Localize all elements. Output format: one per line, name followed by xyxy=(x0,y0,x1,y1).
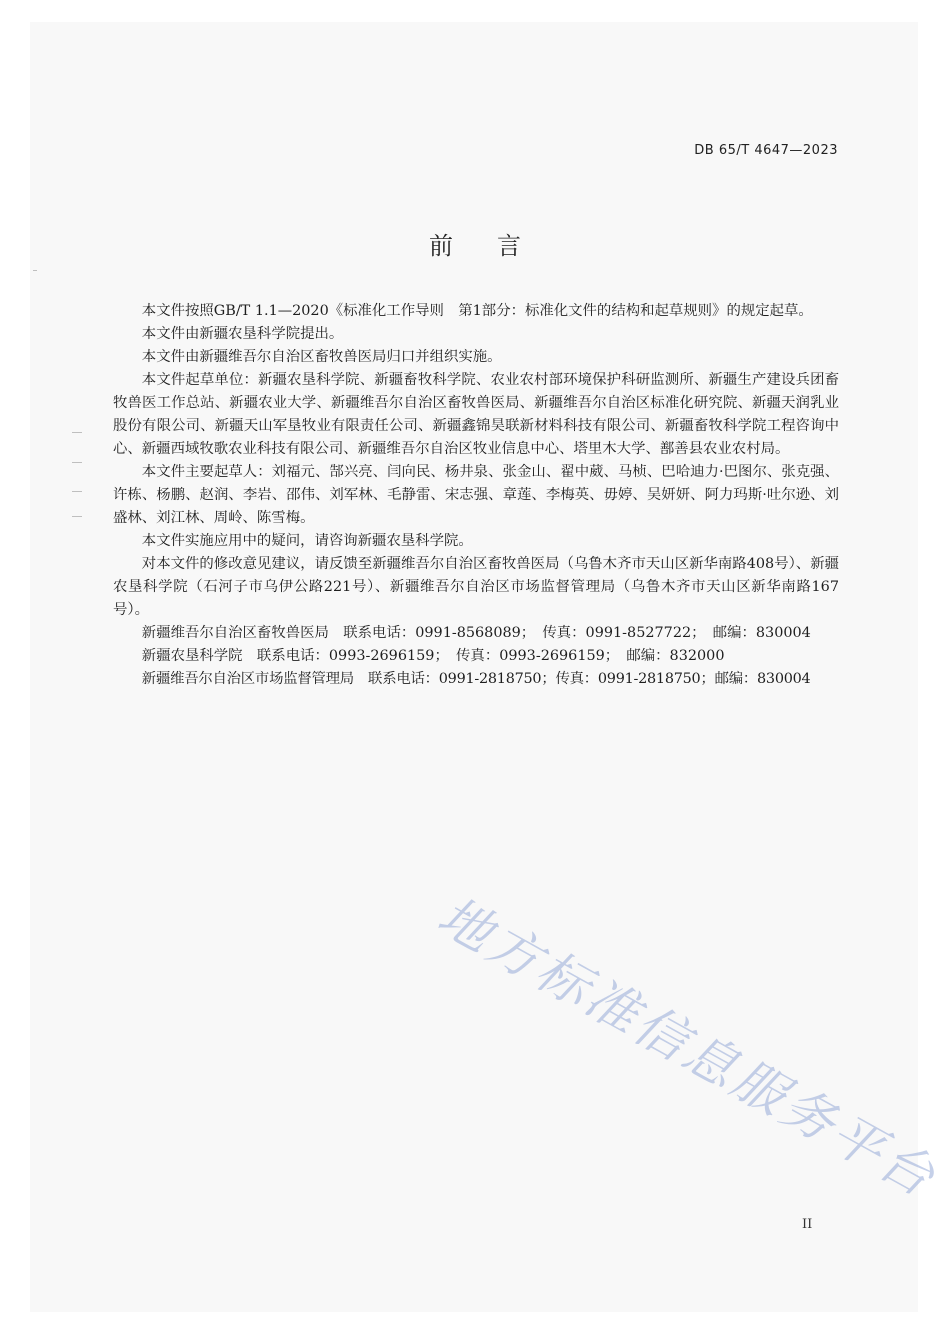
paragraph-drafting-basis: 本文件按照GB/T 1.1—2020《标准化工作导则 第1部分：标准化文件的结构和起草规则》的规定起草。 xyxy=(141,303,813,319)
paragraph-drafters: 本文件主要起草人：刘福元、郜兴亮、闫向民、杨井泉、张金山、翟中葳、马桢、巴哈迪力·巴图尔、张克强、许栋、杨鹏、赵润、李岩、邵伟、刘军林、毛静雷、宋志强、章莲、李梅英、毋婷、吴妍妍、阿力玛斯·吐尔逊、刘盛林、刘江林、周岭、陈雪梅。 xyxy=(113,464,840,526)
paragraph-feedback: 对本文件的修改意见建议，请反馈至新疆维吾尔自治区畜牧兽医局（乌鲁木齐市天山区新华南路408号）、新疆农垦科学院（石河子市乌伊公路221号）、新疆维吾尔自治区市场监督管理局（乌鲁木齐市天山区新华南路167号）。 xyxy=(113,556,839,618)
contact-row: 新疆维吾尔自治区畜牧兽医局 联系电话：0991-8568089； 传真：0991-8527722； 邮编：830004 xyxy=(141,625,811,641)
contact-row: 新疆农垦科学院 联系电话：0993-2696159； 传真：0993-2696159； 邮编：832000 xyxy=(141,648,725,664)
contact-list xyxy=(113,622,839,691)
page-title: 前言 xyxy=(429,232,565,260)
paragraph-administrator: 本文件由新疆维吾尔自治区畜牧兽医局归口并组织实施。 xyxy=(141,349,502,365)
document-body xyxy=(113,300,839,691)
paragraph-inquiries: 本文件实施应用中的疑问，请咨询新疆农垦科学院。 xyxy=(141,533,473,549)
page-number: II xyxy=(802,1217,813,1232)
contact-row: 新疆维吾尔自治区市场监督管理局 联系电话：0991-2818750；传真：0991-2818750；邮编：830004 xyxy=(141,671,811,687)
paragraph-proposer: 本文件由新疆农垦科学院提出。 xyxy=(141,326,344,342)
watermark-stamp: 地方标准信息服务平台 xyxy=(427,886,947,1211)
standard-code: DB 65/T 4647—2023 xyxy=(694,143,838,158)
paragraph-drafting-units: 本文件起草单位：新疆农垦科学院、新疆畜牧科学院、农业农村部环境保护科研监测所、新疆生产建设兵团畜牧兽医工作总站、新疆农业大学、新疆维吾尔自治区畜牧兽医局、新疆维吾尔自治区标准化研究院、新疆天润乳业股份有限公司、新疆天山军垦牧业有限责任公司、新疆鑫锦昊联新材料科技有限公司、新疆畜牧科学院工程咨询中心、新疆西域牧歌农业科技有限公司、新疆维吾尔自治区牧业信息中心、塔里木大学、鄯善县农业农村局。 xyxy=(113,372,839,457)
